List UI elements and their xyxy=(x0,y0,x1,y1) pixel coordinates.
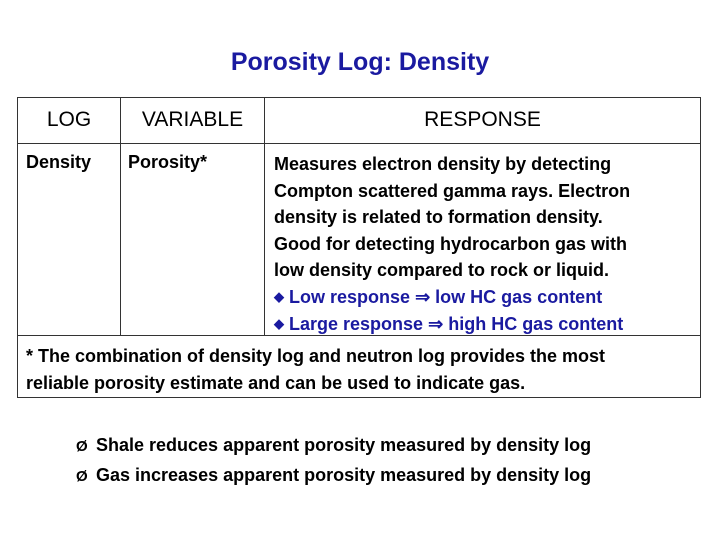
bullet-suffix: high HC gas content xyxy=(448,313,624,334)
summary-bullets xyxy=(76,431,591,491)
header-response: RESPONSE xyxy=(424,108,541,131)
response-line: Compton scattered gamma rays. Electron xyxy=(274,180,631,201)
response-bullet xyxy=(274,311,694,338)
table-footnote xyxy=(26,343,696,397)
summary-bullet-text: Gas increases apparent porosity measured by density log xyxy=(96,465,592,485)
footnote-line: reliable porosity estimate and can be used to indicate gas. xyxy=(26,373,526,393)
response-line: low density compared to rock or liquid. xyxy=(274,260,610,281)
response-line: Good for detecting hydrocarbon gas with xyxy=(274,233,628,254)
page-title: Porosity Log: Density xyxy=(230,48,490,76)
column-divider xyxy=(264,98,265,335)
header-variable: VARIABLE xyxy=(141,108,244,131)
summary-bullet xyxy=(76,431,591,461)
response-line: density is related to formation density. xyxy=(274,207,603,228)
footnote-line: * The combination of density log and neutron log provides the most xyxy=(26,346,606,366)
summary-bullet-text: Shale reduces apparent porosity measured by density log xyxy=(96,435,592,455)
cell-response xyxy=(274,151,694,337)
response-bullet xyxy=(274,284,694,311)
bullet-suffix: low HC gas content xyxy=(435,286,603,307)
arrowhead-bullet-icon: Ø xyxy=(76,438,88,455)
implies-arrow-icon: ⇒ xyxy=(415,286,431,307)
row-divider xyxy=(18,143,700,144)
column-divider xyxy=(120,98,121,335)
summary-bullet xyxy=(76,461,591,491)
header-log: LOG xyxy=(46,108,92,131)
cell-variable: Porosity* xyxy=(128,152,208,172)
bullet-prefix: Low response xyxy=(289,286,411,307)
bullet-prefix: Large response xyxy=(289,313,424,334)
diamond-bullet-icon: ◆ xyxy=(274,315,284,331)
implies-arrow-icon: ⇒ xyxy=(428,313,444,334)
arrowhead-bullet-icon: Ø xyxy=(76,468,88,485)
diamond-bullet-icon: ◆ xyxy=(274,288,284,304)
cell-log: Density xyxy=(26,152,92,172)
response-line: Measures electron density by detecting xyxy=(274,154,612,174)
